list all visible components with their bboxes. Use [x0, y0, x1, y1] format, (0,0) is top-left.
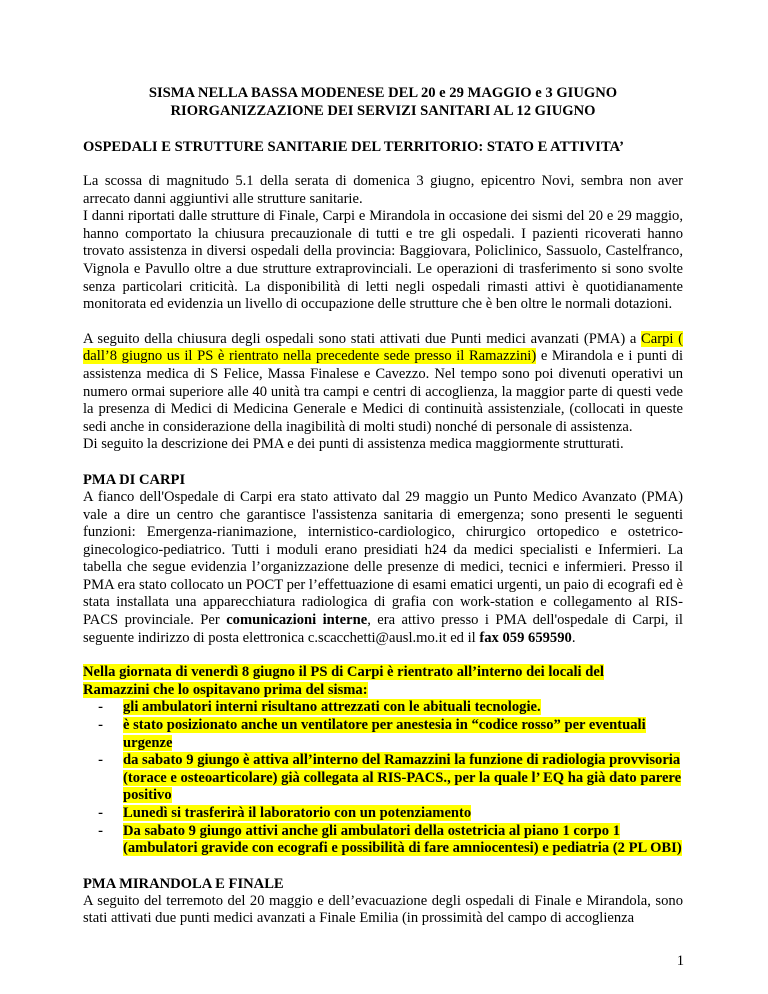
list-item [83, 699, 683, 717]
paragraph-danni-text: I danni riportati dalle strutture di Finale, Carpi e Mirandola in occasione dei sismi del 20 e 29 maggio, hanno comportato la chiusura precauzionale di tutti e tre gli ospedali. I pazienti ricoverati hanno trovato assistenza in diversi ospedali della provincia: Baggiovara, Policlinico, Sassuolo, Castelfranco, Vignola e Pavullo oltre a due strutture extraprovinciali. Le operazioni di trasferimento si sono svolte senza particolari criticità. La disponibilità di letti negli ospedali rimasti attivi è quotidianamente monitorata ed evidenzia un livello di occupazione delle strutture che è ben oltre le normali dotazioni. [83, 208, 683, 313]
document-body [83, 84, 683, 928]
highlight-lead-line-2: Ramazzini che lo ospitavano prima del sisma: [83, 681, 368, 698]
highlight-block-ps-carpi [83, 664, 683, 858]
list-item-text: da sabato 9 giungo è attiva all’interno del Ramazzini la funzione di radiologia provvisoria (torace e osteoarticolare) già collegata al RIS-PACS., per la quale l’ EQ ha già dato parere positivo [123, 752, 682, 804]
list-item-text: è stato posizionato anche un ventilatore per anestesia in “codice rosso” per eventuali urgenze [123, 717, 646, 751]
title-line-2: RIORGANIZZAZIONE DEI SERVIZI SANITARI AL 12 GIUGNO [170, 103, 596, 119]
section-heading-pma-mirandola: PMA MIRANDOLA E FINALE [83, 875, 284, 892]
paragraph-descrizione: Di seguito la descrizione dei PMA e dei punti di assistenza medica maggiormente strutturati. [83, 436, 624, 453]
paragraph-pma-carpi [83, 489, 683, 647]
document-title [83, 84, 683, 120]
section-heading-ospedali: OSPEDALI E STRUTTURE SANITARIE DEL TERRITORIO: STATO E ATTIVITA’ [83, 139, 624, 155]
pma-carpi-text-c: . [571, 629, 576, 646]
bullet-list [83, 699, 683, 857]
bullet-marker: - [98, 717, 103, 734]
bullet-marker: - [98, 699, 103, 716]
list-item-text: Da sabato 9 giungo attivi anche gli ambulatori della ostetricia al piano 1 corpo 1 (ambulatori gravide con ecografi e possibilità di fare amniocentesi) e pediatria (2 PL OBI) [123, 822, 682, 857]
paragraph-pma-text-a: A seguito della chiusura degli ospedali sono stati attivati due Punti medici avanzati (PMA) a [83, 330, 642, 347]
bullet-marker: - [98, 752, 103, 769]
list-item [83, 805, 683, 823]
paragraph-scossa-text: La scossa di magnitudo 5.1 della serata di domenica 3 giugno, epicentro Novi, sembra non aver arrecato danni aggiuntivi alle strutture sanitarie. [83, 173, 683, 207]
pma-carpi-text-b: , era attivo presso i PMA dell'ospedale di Carpi, il seguente indirizzo di posta elettronica c.scacchetti@ausl.mo.it ed il [83, 612, 683, 646]
list-item [83, 717, 683, 752]
paragraph-scossa [83, 173, 683, 314]
title-line-1: SISMA NELLA BASSA MODENESE DEL 20 e 29 MAGGIO e 3 GIUGNO [148, 85, 618, 101]
list-item [83, 823, 683, 858]
pma-carpi-bold-comunicazioni: comunicazioni interne [226, 612, 368, 629]
paragraph-pma-mirandola: A seguito del terremoto del 20 maggio e dell’evacuazione degli ospedali di Finale e Mirandola, sono stati attivati due punti medici avanzati a Finale Emilia (in prossimità del campo di accoglienza [83, 892, 683, 927]
bullet-marker: - [98, 805, 103, 821]
list-item [83, 752, 683, 805]
highlight-carpi-ps: Carpi ( dall’8 giugno us il PS è rientrato nella precedente sede presso il Ramazzini) [83, 330, 683, 365]
pma-carpi-fax: fax 059 659590 [479, 629, 572, 646]
highlight-lead-line-1: Nella giornata di venerdì 8 giugno il PS di Carpi è rientrato all’interno dei locali del [83, 664, 604, 681]
paragraph-pma-attivati [83, 331, 683, 454]
page-number: 1 [676, 953, 684, 969]
section-heading-pma-carpi: PMA DI CARPI [83, 471, 186, 488]
list-item-text: gli ambulatori interni risultano attrezzati con le abituali tecnologie. [123, 699, 541, 716]
paragraph-pma-text-b: e Mirandola e i punti di assistenza medica di S Felice, Massa Finalese e Cavezzo. Nel tempo sono poi divenuti operativi un numero ormai superiore alle 40 unità tra campi e centri di accoglienza, la maggior parte di questi vede la presenza di Medici di Medicina Generale e Medici di continuità assistenziale, (collocati in queste sedi anche in considerazione della inagibilità di molti studi) nonché di personale di assistenza. [83, 348, 684, 435]
pma-carpi-text-a: A fianco dell'Ospedale di Carpi era stato attivato dal 29 maggio un Punto Medico Avanzato (PMA) vale a dire un centro che garantisce l'assistenza sanitaria di emergenza; sono presenti le seguenti funzioni: Emergenza-rianimazione, internistico-cardiologico, chirurgico ortopedico e ostetrico-ginecologico-pediatrico. Tutti i moduli erano presidiati h24 da medici specialisti e Infermieri. La tabella che segue evidenzia l’organizzazione delle presenze di medici, tecnici e infermieri. Presso il PMA era stato collocato un POCT per l’effettuazione di esami ematici urgenti, un paio di ecografi ed è stata installata una apparecchiatura radiologica di grafia con work-station e collegamento al RIS-PACS provinciale. Per [83, 488, 683, 629]
highlight-lead [83, 664, 683, 699]
bullet-marker: - [98, 822, 103, 839]
list-item-text: Lunedì si trasferirà il laboratorio con un potenziamento [123, 805, 472, 821]
